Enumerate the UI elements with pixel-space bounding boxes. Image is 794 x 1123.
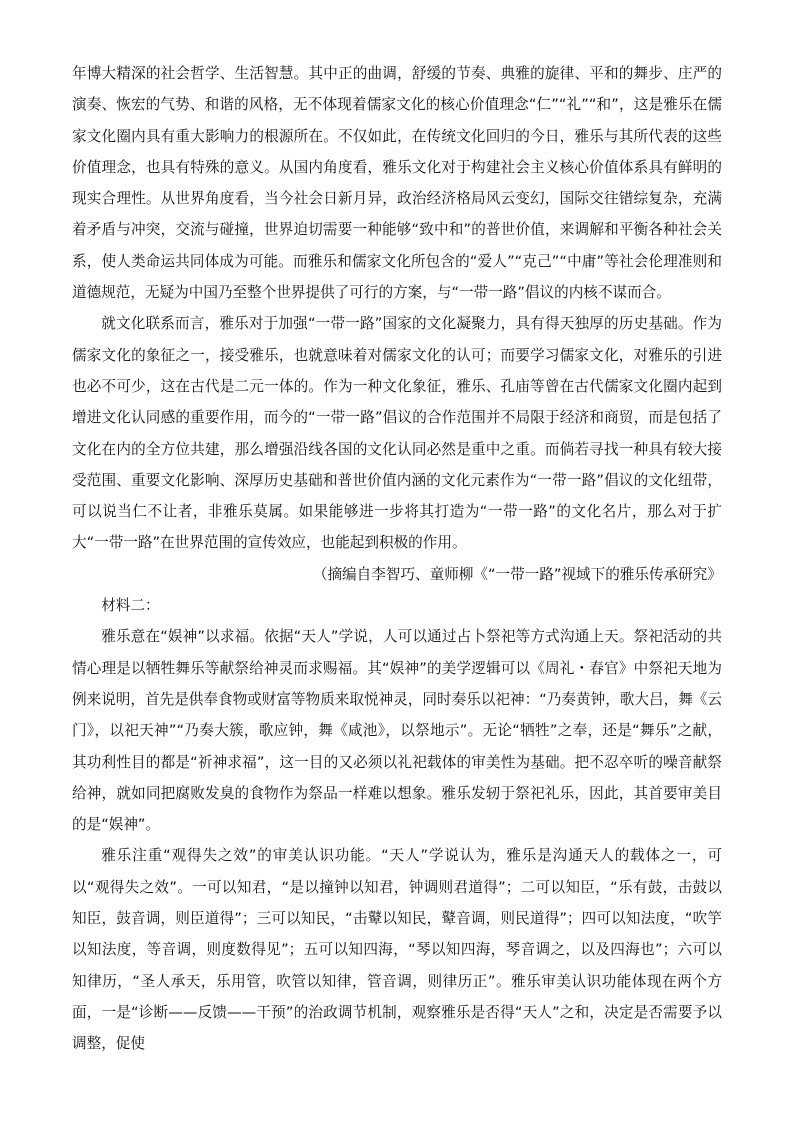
document-body — [72, 58, 722, 1060]
source-citation: （摘编自李智巧、童师柳《“一带一路”视域下的雅乐传承研究》 — [312, 565, 722, 583]
paragraph-4: 雅乐注重“观得失之效”的审美认识功能。“天人”学说认为，雅乐是沟通天人的载体之一，可以“观得失之效”。一可以知君，“是以撞钟以知君，钟调则君道得”；二可以知臣，“乐有鼓，击鼓以知臣，鼓音调，则臣道得”；三可以知民，“击鼙以知民，鼙音调，则民道得”；四可以知法度，“吹竽以知法度，等音调，则度数得见”；五可以知四海，“琴以知四海，琴音调之，以及四海也”；六可以知律历，“圣人承天，乐用管，吹管以知律，管音调，则律历正”。雅乐审美认识功能体现在两个方面，一是“诊断——反馈——干预”的治政调节机制，观察雅乐是否得“天人”之和，决定是否需要予以调整，促使 — [72, 847, 722, 1053]
paragraph-3: 雅乐意在“娱神”以求福。依据“天人”学说，人可以通过占卜祭祀等方式沟通上天。祭祀活动的共情心理是以牺牲舞乐等献祭给神灵而求赐福。其“娱神”的美学逻辑可以《周礼・春官》中祭祀天地为例来说明，首先是供奉食物或财富等物质来取悦神灵，同时奏乐以祀神：“乃奏黄钟，歌大吕，舞《云门》，以祀天神”“乃奏大簇，歌应钟，舞《咸池》，以祭地示”。无论“牺牲”之奉，还是“舞乐”之献，其功利性目的都是“祈神求福”，这一目的又必须以礼祀载体的审美性为基础。把不忍卒听的噪音献祭给神，就如同把腐败发臭的食物作为祭品一样难以想象。雅乐发轫于祭祀礼乐，因此，其首要审美目的是“娱神”。 — [72, 628, 722, 834]
paragraph-1: 年博大精深的社会哲学、生活智慧。其中正的曲调，舒缓的节奏、典雅的旋律、平和的舞步、庄严的演奏、恢宏的气势、和谐的风格，无不体现着儒家文化的核心价值理念“仁”“礼”“和”，这是雅乐在儒家文化圈内具有重大影响力的根源所在。不仅如此，在传统文化回归的今日，雅乐与其所代表的这些价值理念，也具有特殊的意义。从国内角度看，雅乐文化对于构建社会主义核心价值体系具有鲜明的现实合理性。从世界角度看，当今社会日新月异，政治经济格局风云变幻，国际交往错综复杂，充满着矛盾与冲突，交流与碰撞，世界迫切需要一种能够“致中和”的普世价值，来调解和平衡各种社会关系，使人类命运共同体成为可能。而雅乐和儒家文化所包含的“爱人”“克己”“中庸”等社会伦理准则和道德规范，无疑为中国乃至整个世界提供了可行的方案，与“一带一路”倡议的内核不谋而合。 — [72, 65, 722, 302]
material-heading: 材料二： — [101, 597, 160, 615]
paragraph-2: 就文化联系而言，雅乐对于加强“一带一路”国家的文化凝聚力，具有得天独厚的历史基础。作为儒家文化的象征之一，接受雅乐，也就意味着对儒家文化的认可；而要学习儒家文化，对雅乐的引进也必不可少，这在古代是二元一体的。作为一种文化象征，雅乐、孔庙等曾在古代儒家文化圈内起到增进文化认同感的重要作用，而今的“一带一路”倡议的合作范围并不局限于经济和商贸，而是包括了文化在内的全方位共建，那么增强沿线各国的文化认同必然是重中之重。而倘若寻找一种具有较大接受范围、重要文化影响、深厚历史基础和普世价值内涵的文化元素作为“一带一路”倡议的文化纽带，可以说当仁不让者，非雅乐莫属。如果能够进一步将其打造为“一带一路”的文化名片，那么对于扩大“一带一路”在世界范围的宣传效应，也能起到积极的作用。 — [72, 315, 722, 552]
